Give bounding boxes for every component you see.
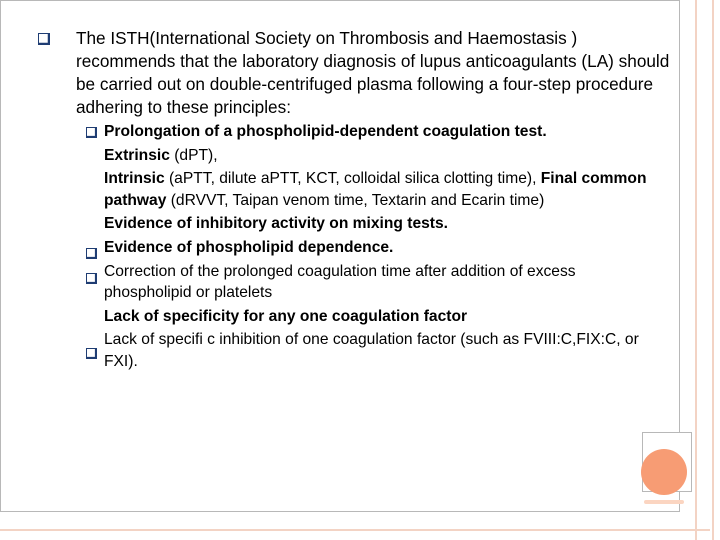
list-item-detail: Intrinsic (aPTT, dilute aPTT, KCT, colloidal silica clotting time), Final common pathway (dRVVT, Taipan venom time, Textarin and Ecarin time): [104, 170, 647, 209]
checkbox-bullet-icon: [86, 348, 97, 359]
list-item-detail: Extrinsic (dPT),: [104, 146, 218, 164]
decor-horizontal-rule: [0, 529, 710, 531]
list-item: Lack of specificity for any one coagulation factor: [104, 307, 468, 325]
checkbox-bullet-icon: [86, 248, 97, 259]
principles-list: [104, 121, 664, 375]
list-item-detail: Correction of the prolonged coagulation time after addition of excess phospholipid or platelets: [104, 262, 576, 302]
decor-vertical-rule: [695, 0, 697, 540]
list-item: Evidence of phospholipid dependence.: [104, 238, 394, 256]
decor-circle-shadow: [644, 500, 684, 504]
list-item: Evidence of inhibitory activity on mixing tests.: [104, 215, 448, 233]
checkbox-bullet-icon: [86, 273, 97, 284]
list-item: Prolongation of a phospholipid-dependent coagulation test.: [104, 123, 547, 140]
intro-paragraph: The ISTH(International Society on Thrombosis and Haemostasis ) recommends that the laboratory diagnosis of lupus anticoagulants (LA) should be carried out on double-centrifuged plasma following a four-step procedure adhering to these principles:: [76, 28, 670, 117]
decor-vertical-rule: [712, 0, 714, 540]
decor-circle: [641, 449, 687, 495]
checkbox-bullet-icon: [38, 33, 50, 45]
list-item-detail: Lack of specifi c inhibition of one coagulation factor (such as FVIII:C,FIX:C, or FXI).: [104, 331, 639, 370]
checkbox-bullet-icon: [86, 127, 97, 138]
